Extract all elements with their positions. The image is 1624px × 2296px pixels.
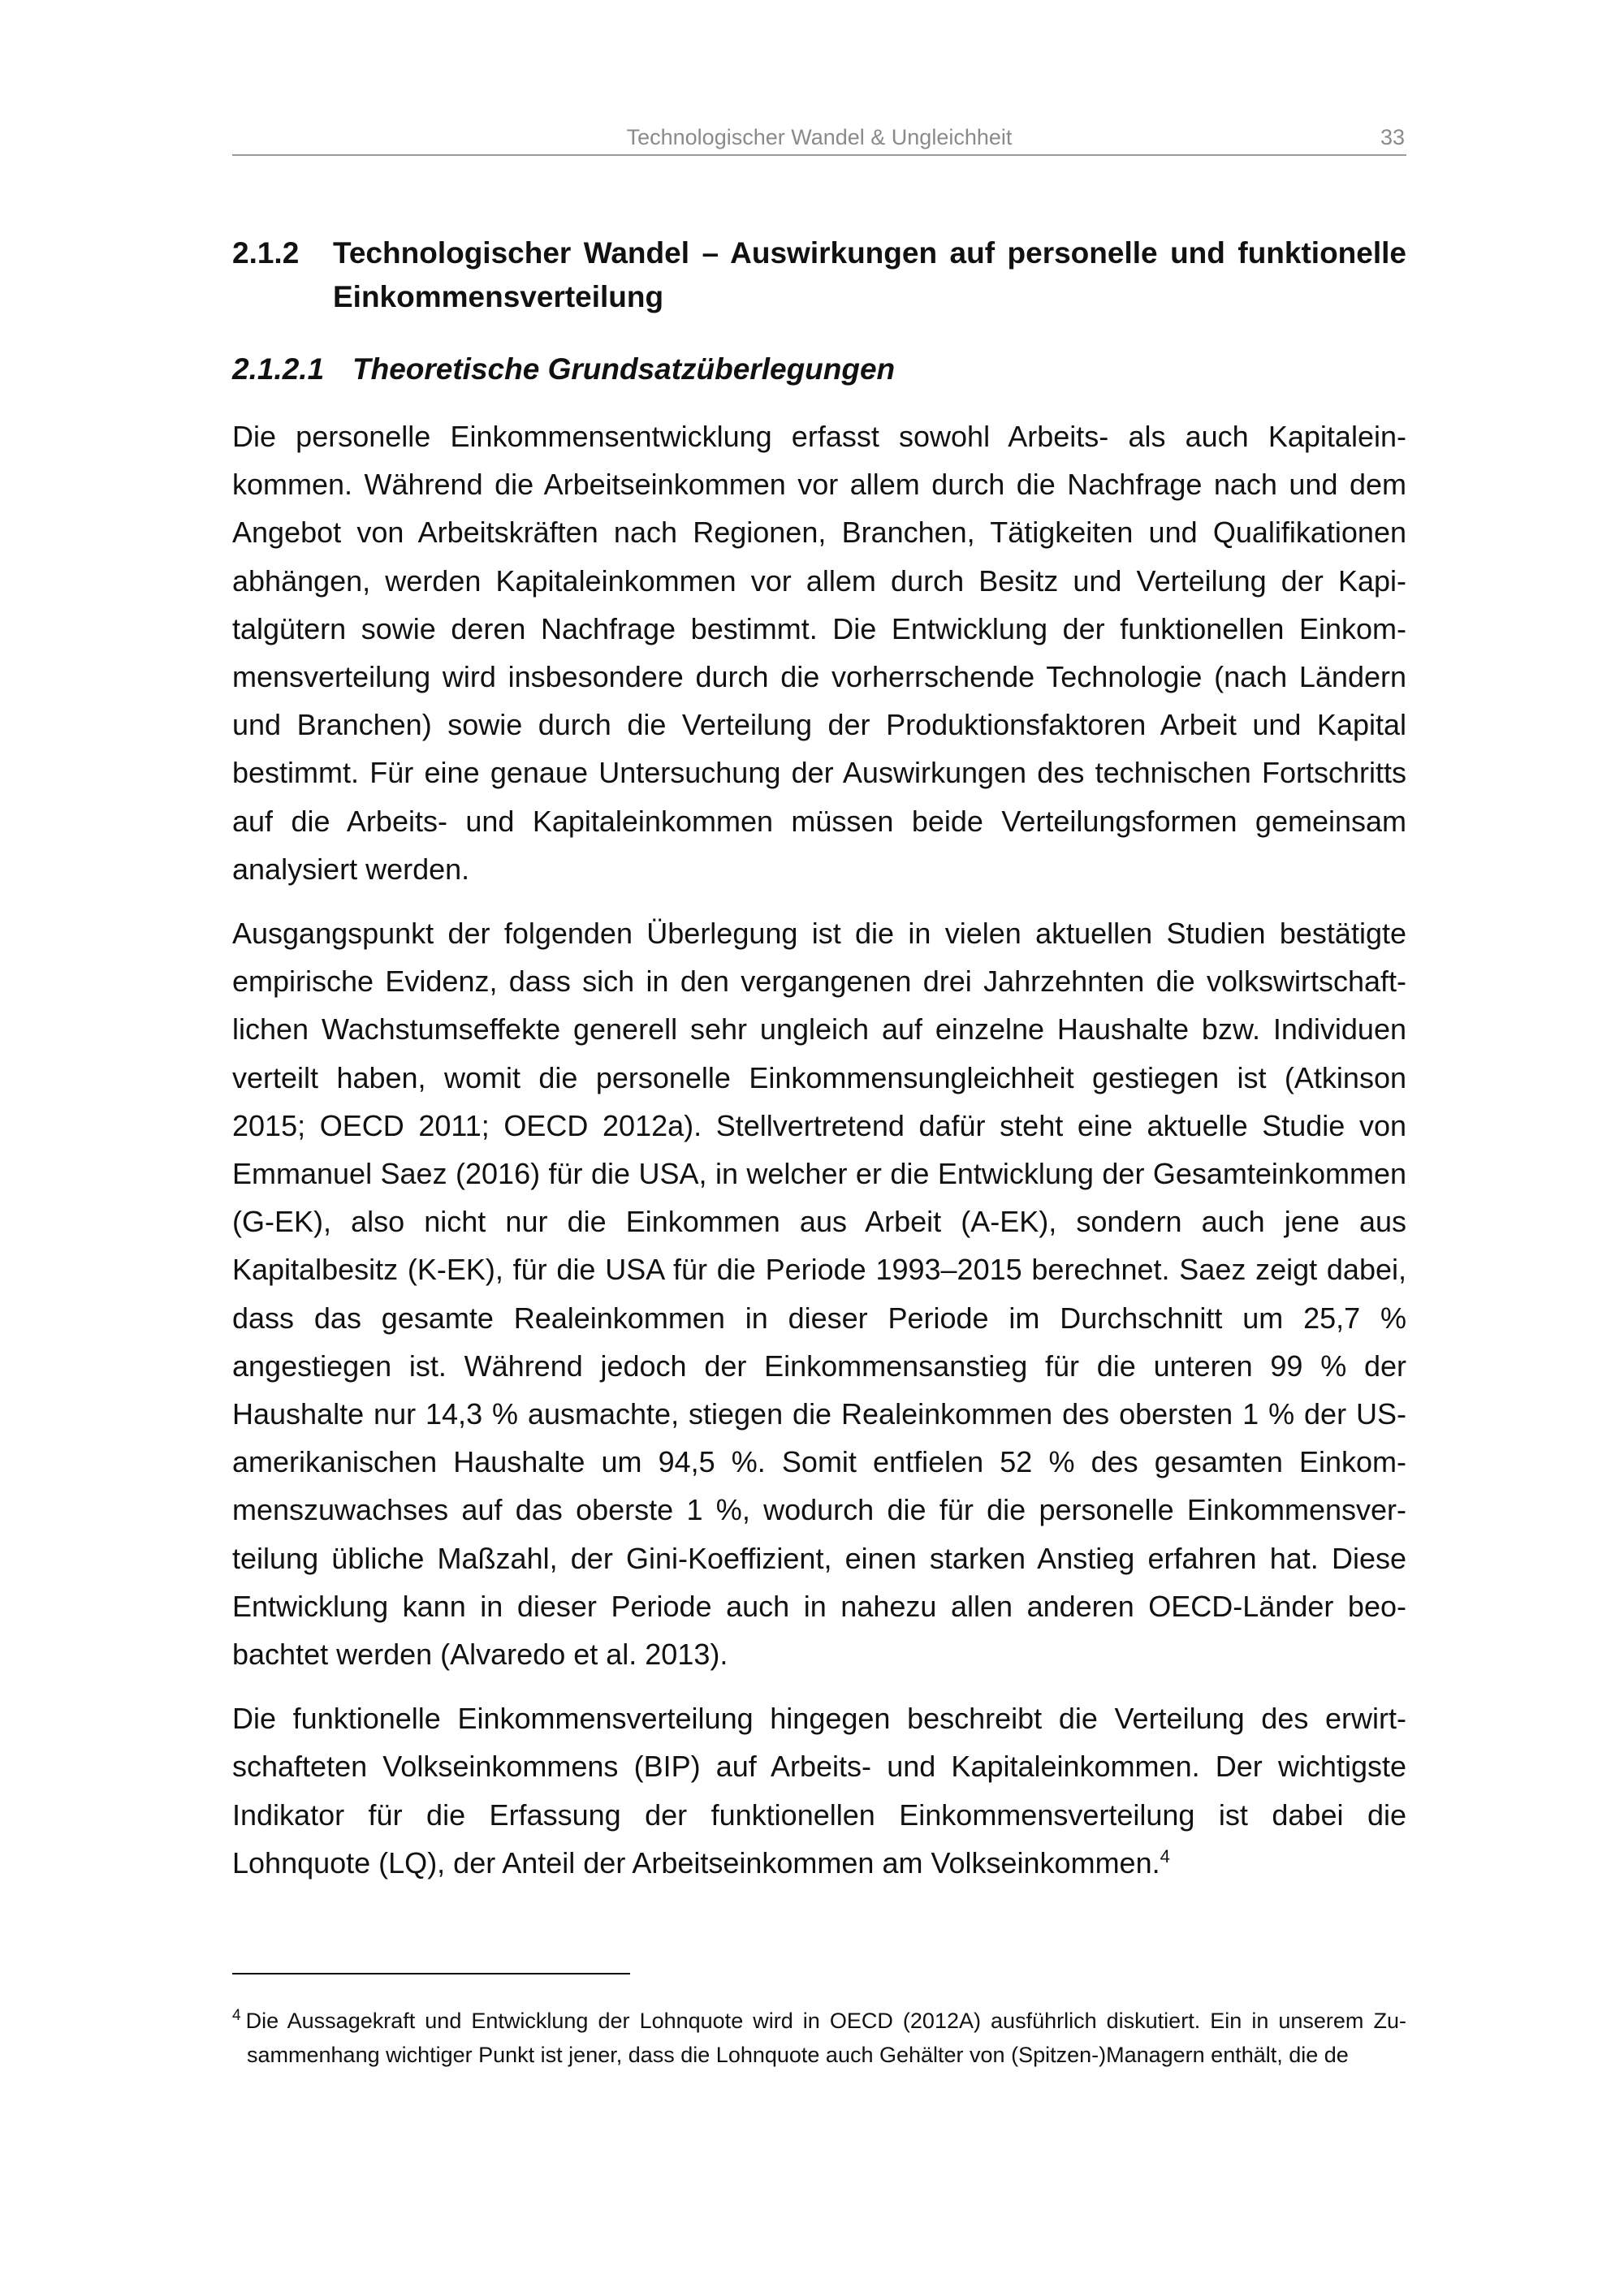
subsection-heading (232, 347, 1406, 391)
footnote (232, 2004, 1406, 2072)
section-heading (232, 231, 1406, 319)
page-number: 33 (1380, 125, 1405, 149)
paragraph-3 (232, 1694, 1406, 1887)
paragraph-1: Die personelle Einkommensentwicklung erfasst sowohl Arbeits- als auch Kapitaleinkommen. Während die Arbeitseinkommen vor allem durch die Nachfrage nach und dem Angebot von Arbeitskräften nach Regionen, Branchen, Tätigkeiten und Qualifikationen abhängen, werden Kapitaleinkommen vor allem durch Besitz und Verteilung der Kapitalgütern sowie deren Nachfrage bestimmt. Die Entwicklung der funktionellen Einkommensverteilung wird insbesondere durch die vorherrschende Technologie (nach Ländern und Branchen) sowie durch die Verteilung der Produktionsfaktoren Arbeit und Kapital bestimmt. Für eine genaue Untersuchung der Auswirkungen des technischen Fortschritts auf die Arbeits- und Kapitaleinkommen müssen beide Verteilungsformen gemeinsam analysiert werden. (232, 420, 1406, 886)
running-header (232, 122, 1406, 156)
running-header-title: Technologischer Wandel & Ungleichheit (626, 125, 1013, 149)
footnote-text: Die Aussagekraft und Entwicklung der Lohnquote wird in OECD (2012A) ausführlich diskutiert. Ein in unserem Zusammenhang wichtiger Punkt ist jener, dass die Lohnquote auch Gehälter von (Spitzen-)Managern enthält, die de (245, 2009, 1406, 2067)
subsection-number: 2.1.2.1 (232, 352, 325, 386)
section-number: 2.1.2 (232, 236, 300, 270)
paragraph-2: Ausgangspunkt der folgenden Überlegung ist die in vielen aktuellen Studien bestätigte empirische Evidenz, dass sich in den vergangenen drei Jahrzehnten die volkswirtschaftlichen Wachstumseffekte generell sehr ungleich auf einzelne Haushalte bzw. Individuen verteilt haben, womit die personelle Einkommensungleichheit gestiegen ist (Atkinson 2015; OECD 2011; OECD 2012a). Stellvertretend dafür steht eine aktuelle Studie von Emmanuel Saez (2016) für die USA, in welcher er die Entwicklung der Gesamteinkommen (G-EK), also nicht nur die Einkommen aus Arbeit (A-EK), sondern auch jene aus Kapitalbesitz (K-EK), für die USA für die Periode 1993–2015 berechnet. Saez zeigt dabei, dass das gesamte Realeinkommen in dieser Periode im Durchschnitt um 25,7 % angestiegen ist. Während jedoch der Einkommensanstieg für die unteren 99 % der Haushalte nur 14,3 % ausmachte, stiegen die Realeinkommen des obersten 1 % der US-amerikanischen Haushalte um 94,5 %. Somit entfielen 52 % des gesamten Einkommenszuwachses auf das oberste 1 %, wodurch die für die personelle Einkommensverteilung übliche Maßzahl, der Gini-Koeffizient, einen starken Anstieg erfahren hat. Diese Entwicklung kann in dieser Periode auch in nahezu allen anderen OECD-Länder beobachtet werden (Alvaredo et al. 2013). (232, 917, 1406, 1672)
subsection-title: Theoretische Grundsatzüberlegungen (352, 352, 896, 386)
body-text (232, 412, 1406, 1903)
paragraph-3-text: Die funktionelle Einkommensverteilung hingegen beschreibt die Verteilung des erwirtschafteten Volkseinkommens (BIP) auf Arbeits- und Kapitaleinkommen. Der wichtigste Indikator für die Erfassung der funktionellen Einkommensverteilung ist dabei die Lohnquote (LQ), der Anteil der Arbeitseinkommen am Volkseinkommen. (232, 1702, 1406, 1880)
footnote-mark: 4 (232, 2007, 241, 2024)
section-title: Technologischer Wandel – Auswirkungen auf personelle und funktionelle Einkommensverteilung (333, 236, 1406, 313)
footnote-reference[interactable]: 4 (1160, 1845, 1170, 1867)
footnote-divider (232, 1973, 630, 1974)
